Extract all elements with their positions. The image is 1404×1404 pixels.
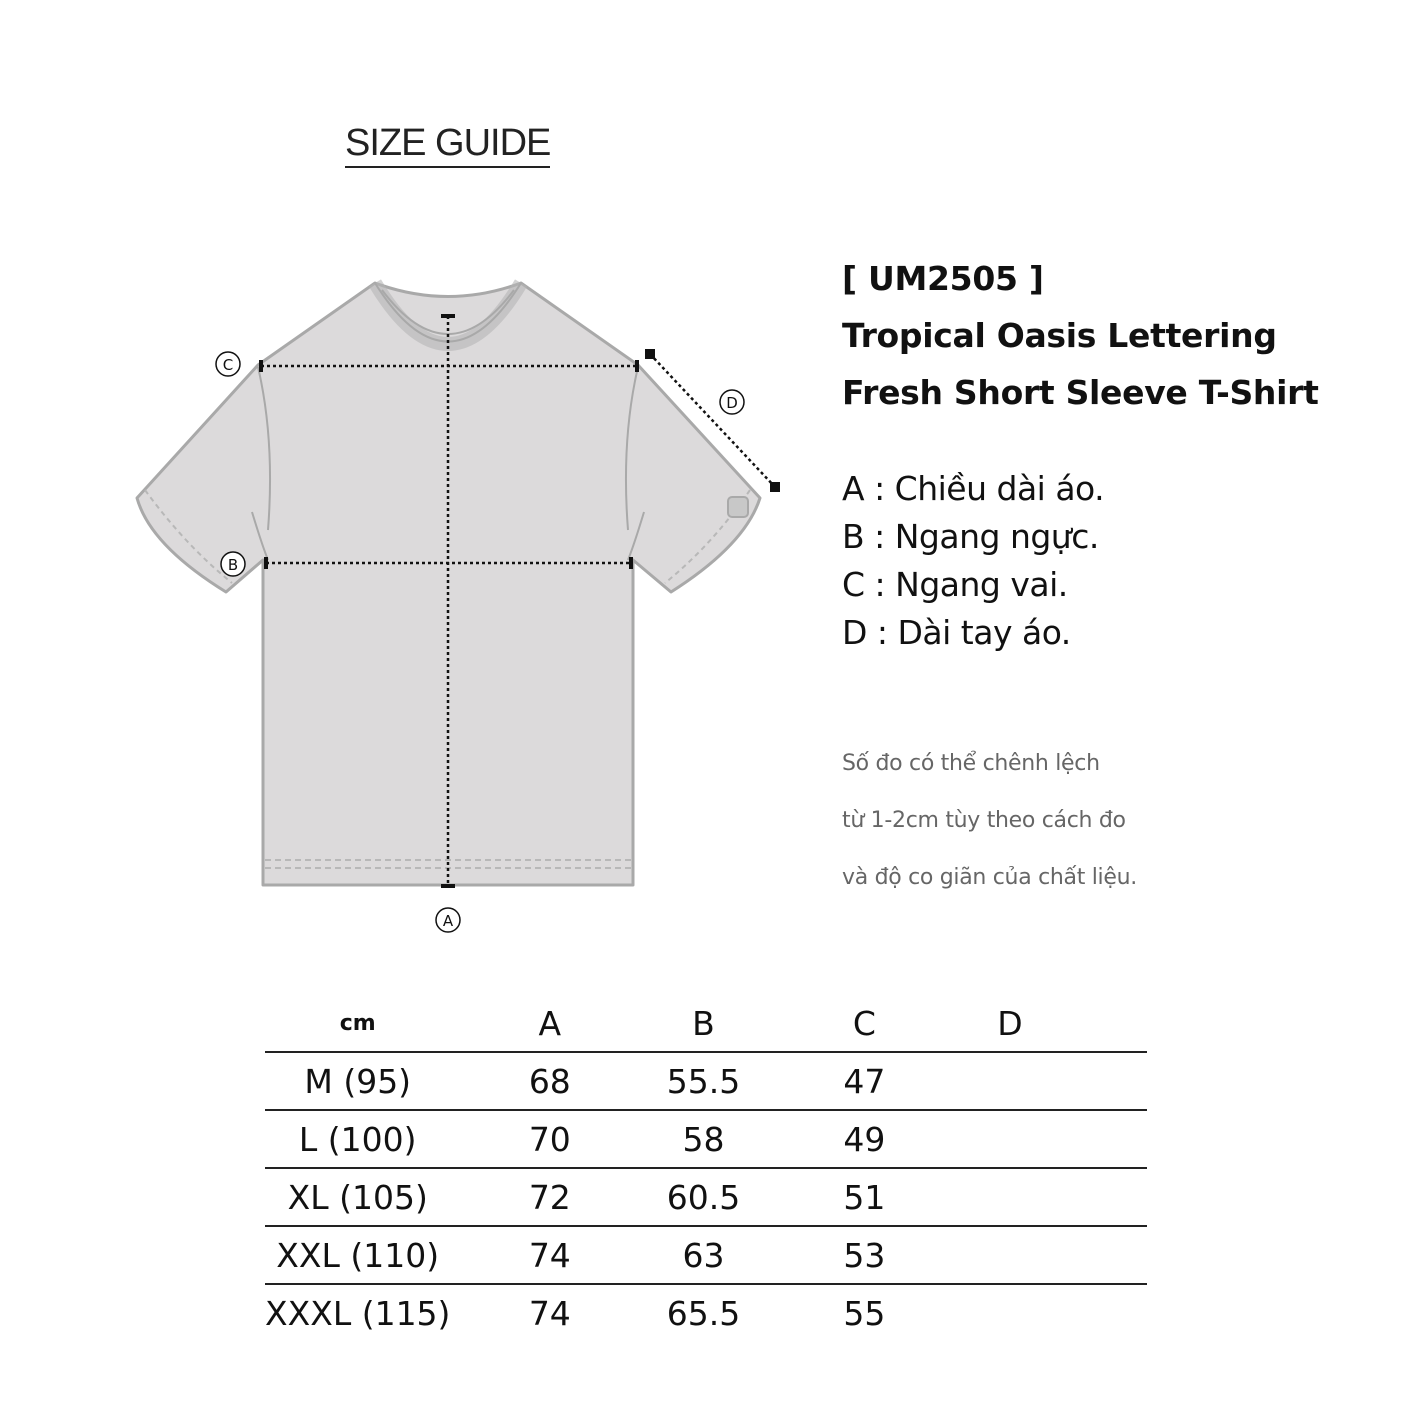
page-title: SIZE GUIDE [345, 120, 550, 168]
cell-b: 63 [649, 1226, 758, 1284]
cell-d [971, 1168, 1049, 1226]
cell-c: 53 [758, 1226, 971, 1284]
cell-d [971, 1226, 1049, 1284]
header-unit: cm [339, 1010, 376, 1036]
note-line: từ 1-2cm tùy theo cách đo [842, 808, 1126, 833]
cell-spacer [1049, 1226, 1147, 1284]
product-code: [ UM2505 ] [842, 259, 1044, 298]
measurement-note [842, 735, 1137, 906]
cell-a: 72 [450, 1168, 649, 1226]
label-b [221, 552, 245, 576]
cell-size: XXXL (115) [265, 1284, 450, 1341]
cell-a: 74 [450, 1226, 649, 1284]
cell-c: 55 [758, 1284, 971, 1341]
product-name-line2: Fresh Short Sleeve T-Shirt [842, 373, 1319, 412]
cell-c: 49 [758, 1110, 971, 1168]
cell-c: 51 [758, 1168, 971, 1226]
measurement-legend [842, 465, 1104, 657]
label-c [216, 352, 240, 376]
header-c: C [852, 1003, 876, 1043]
label-a [436, 908, 460, 932]
header-a: A [538, 1003, 562, 1043]
note-line: và độ co giãn của chất liệu. [842, 865, 1137, 890]
cell-b: 55.5 [649, 1052, 758, 1110]
cell-d [971, 1052, 1049, 1110]
legend-item-c: C : Ngang vai. [842, 565, 1068, 604]
cell-d [971, 1110, 1049, 1168]
svg-text:C: C [222, 356, 234, 374]
cell-a: 74 [450, 1284, 649, 1341]
header-b: B [692, 1003, 715, 1043]
table-row [265, 1110, 1147, 1168]
cell-size: XL (105) [265, 1168, 450, 1226]
product-info [842, 250, 1319, 421]
svg-text:B: B [227, 556, 239, 574]
note-line: Số đo có thể chênh lệch [842, 751, 1100, 776]
size-table [265, 995, 1147, 1341]
cell-size: M (95) [265, 1052, 450, 1110]
label-d [720, 390, 744, 414]
svg-text:D: D [726, 394, 738, 412]
cell-size: XXL (110) [265, 1226, 450, 1284]
legend-item-a: A : Chiều dài áo. [842, 469, 1105, 508]
cell-a: 70 [450, 1110, 649, 1168]
svg-text:A: A [442, 912, 454, 930]
cell-size: L (100) [265, 1110, 450, 1168]
cell-spacer [1049, 1168, 1147, 1226]
header-d: D [997, 1003, 1023, 1043]
cell-spacer [1049, 1052, 1147, 1110]
table-row [265, 1052, 1147, 1110]
legend-item-b: B : Ngang ngực. [842, 517, 1099, 556]
cell-spacer [1049, 1284, 1147, 1341]
cell-b: 65.5 [649, 1284, 758, 1341]
cell-spacer [1049, 1110, 1147, 1168]
cell-b: 58 [649, 1110, 758, 1168]
cell-b: 60.5 [649, 1168, 758, 1226]
legend-item-d: D : Dài tay áo. [842, 613, 1071, 652]
table-row [265, 1284, 1147, 1341]
table-header-row [265, 995, 1147, 1052]
cell-a: 68 [450, 1052, 649, 1110]
product-name-line1: Tropical Oasis Lettering [842, 316, 1277, 355]
cell-d [971, 1284, 1049, 1341]
header-spacer [1049, 995, 1147, 1052]
cell-c: 47 [758, 1052, 971, 1110]
table-row [265, 1226, 1147, 1284]
sleeve-tab [728, 497, 748, 517]
table-row [265, 1168, 1147, 1226]
